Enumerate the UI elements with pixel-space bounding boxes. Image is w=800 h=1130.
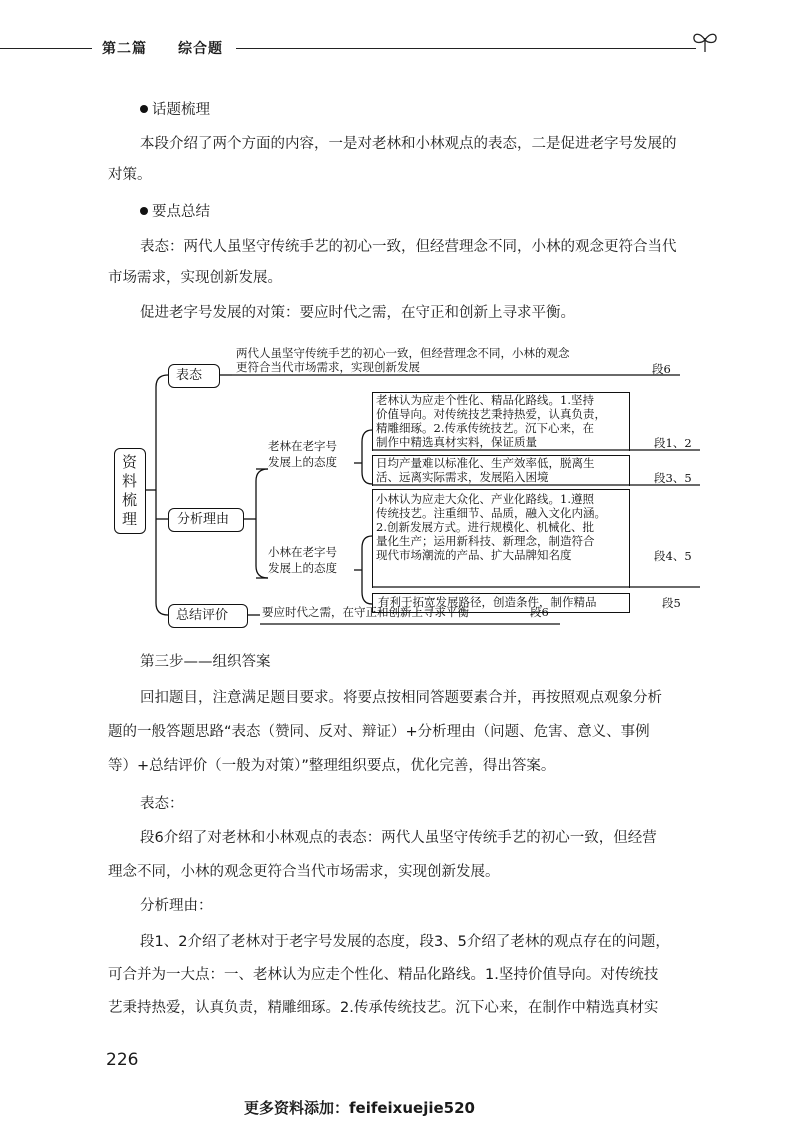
topic-text: 本段介绍了两个方面的内容，一是对老林和小林观点的表态，二是促进老字号发展的 xyxy=(140,136,677,152)
stance-text-cont: 市场需求，实现创新发展。 xyxy=(108,270,282,286)
laolin-label-1: 老林在老字号 xyxy=(268,439,337,453)
header-part-label: 第二篇 xyxy=(102,41,147,57)
laolin-box1-line3: 精雕细琢。2.传承传统技艺。沉下心来，在 xyxy=(376,421,594,435)
stance-note-2: 更符合当代市场需求，实现创新发展 xyxy=(236,360,420,374)
eval-note: 要应时代之需，在守正和创新上寻求平衡 xyxy=(262,605,469,619)
laolin-box2-line1: 日均产量难以标准化、生产效率低，脱离生 xyxy=(376,456,595,470)
measure-text: 促进老字号发展的对策：要应时代之需，在守正和创新上寻求平衡。 xyxy=(140,305,575,321)
step3-para3-line1: 段1、2介绍了老林对于老字号发展的态度，段3、5介绍了老林的观点存在的问题， xyxy=(140,934,670,950)
step3-reason-label: 分析理由： xyxy=(140,898,213,914)
step3-para1-line1: 回扣题目，注意满足题目要求。将要点按相同答题要素合并，再按照观点观象分析 xyxy=(140,690,662,706)
laolin-box2-ref: 段3、5 xyxy=(654,471,692,485)
laolin-box1-ref: 段1、2 xyxy=(654,436,692,450)
xiaolin-box1-ref: 段4、5 xyxy=(654,549,692,563)
step3-para1-line3: 等）+总结评价（一般为对策）”整理组织要点，优化完善，得出答案。 xyxy=(108,758,556,774)
xiaolin-box1-line4: 量化生产；运用新科技、新理念，制造符合 xyxy=(376,534,595,548)
diagram-node-stance-label: 表态 xyxy=(176,368,203,383)
step3-para1-line2: 题的一般答题思路“表态（赞同、反对、辩证）+分析理由（问题、危害、意义、事例 xyxy=(108,724,650,740)
step3-para3-line3: 艺秉持热爱，认真负责，精雕细琢。2.传承传统技艺。沉下心来，在制作中精选真材实 xyxy=(108,1000,659,1016)
xiaolin-label-2: 发展上的态度 xyxy=(268,561,337,575)
laolin-box1-line2: 价值导向。对传统技艺秉持热爱，认真负责， xyxy=(376,407,606,421)
points-heading: 要点总结 xyxy=(140,200,210,221)
xiaolin-box2-ref: 段5 xyxy=(662,596,681,610)
diagram-node-eval-label: 总结评价 xyxy=(176,608,229,623)
promo-text: 更多资料添加：feifeixuejie520 xyxy=(244,1099,475,1117)
diagram-root-label: 资料梳理 xyxy=(120,454,138,530)
xiaolin-box1-line2: 传统技艺。注重细节、品质，融入文化内涵。 xyxy=(376,506,606,520)
xiaolin-box1-line1: 小林认为应走大众化、产业化路线。1.遵照 xyxy=(376,492,594,506)
step3-para2-line2: 理念不同，小林的观念更符合当代市场需求，实现创新发展。 xyxy=(108,864,500,880)
laolin-label-2: 发展上的态度 xyxy=(268,455,337,469)
diagram-node-analysis-label: 分析理由 xyxy=(177,512,230,527)
step3-para3-line2: 可合并为一大点：一、老林认为应走个性化、精品化路线。1.坚持价值导向。对传统技 xyxy=(108,967,659,983)
stance-ref: 段6 xyxy=(652,362,671,376)
step3-heading: 第三步——组织答案 xyxy=(140,654,271,670)
page-number: 226 xyxy=(106,1050,139,1070)
eval-ref: 段6 xyxy=(530,605,549,619)
topic-heading: 话题梳理 xyxy=(140,98,210,119)
laolin-box2-line2: 活、远离实际需求，发展陷入困境 xyxy=(376,470,549,484)
xiaolin-box2-text: 有利于拓宽发展路径，创造条件，制作精品 xyxy=(378,595,597,609)
step3-stance-label: 表态： xyxy=(140,796,184,812)
laolin-box1-line4: 制作中精选真材实料，保证质量 xyxy=(376,435,537,449)
xiaolin-box1-line5: 现代市场潮流的产品、扩大品牌知名度 xyxy=(376,548,572,562)
xiaolin-label-1: 小林在老字号 xyxy=(268,545,337,559)
stance-text: 表态：两代人虽坚守传统手艺的初心一致，但经营理念不同，小林的观念更符合当代 xyxy=(140,239,677,255)
header-section-title: 综合题 xyxy=(178,41,223,57)
topic-text-cont: 对策。 xyxy=(108,167,152,183)
step3-para2-line1: 段6介绍了对老林和小林观点的表态：两代人虽坚守传统手艺的初心一致，但经营 xyxy=(140,830,657,846)
stance-note-1: 两代人虽坚守传统手艺的初心一致，但经营理念不同，小林的观念 xyxy=(236,346,570,360)
laolin-box1-line1: 老林认为应走个性化、精品化路线。1.坚持 xyxy=(376,393,594,407)
xiaolin-box1-line3: 2.创新发展方式。进行规模化、机械化、批 xyxy=(376,520,594,534)
